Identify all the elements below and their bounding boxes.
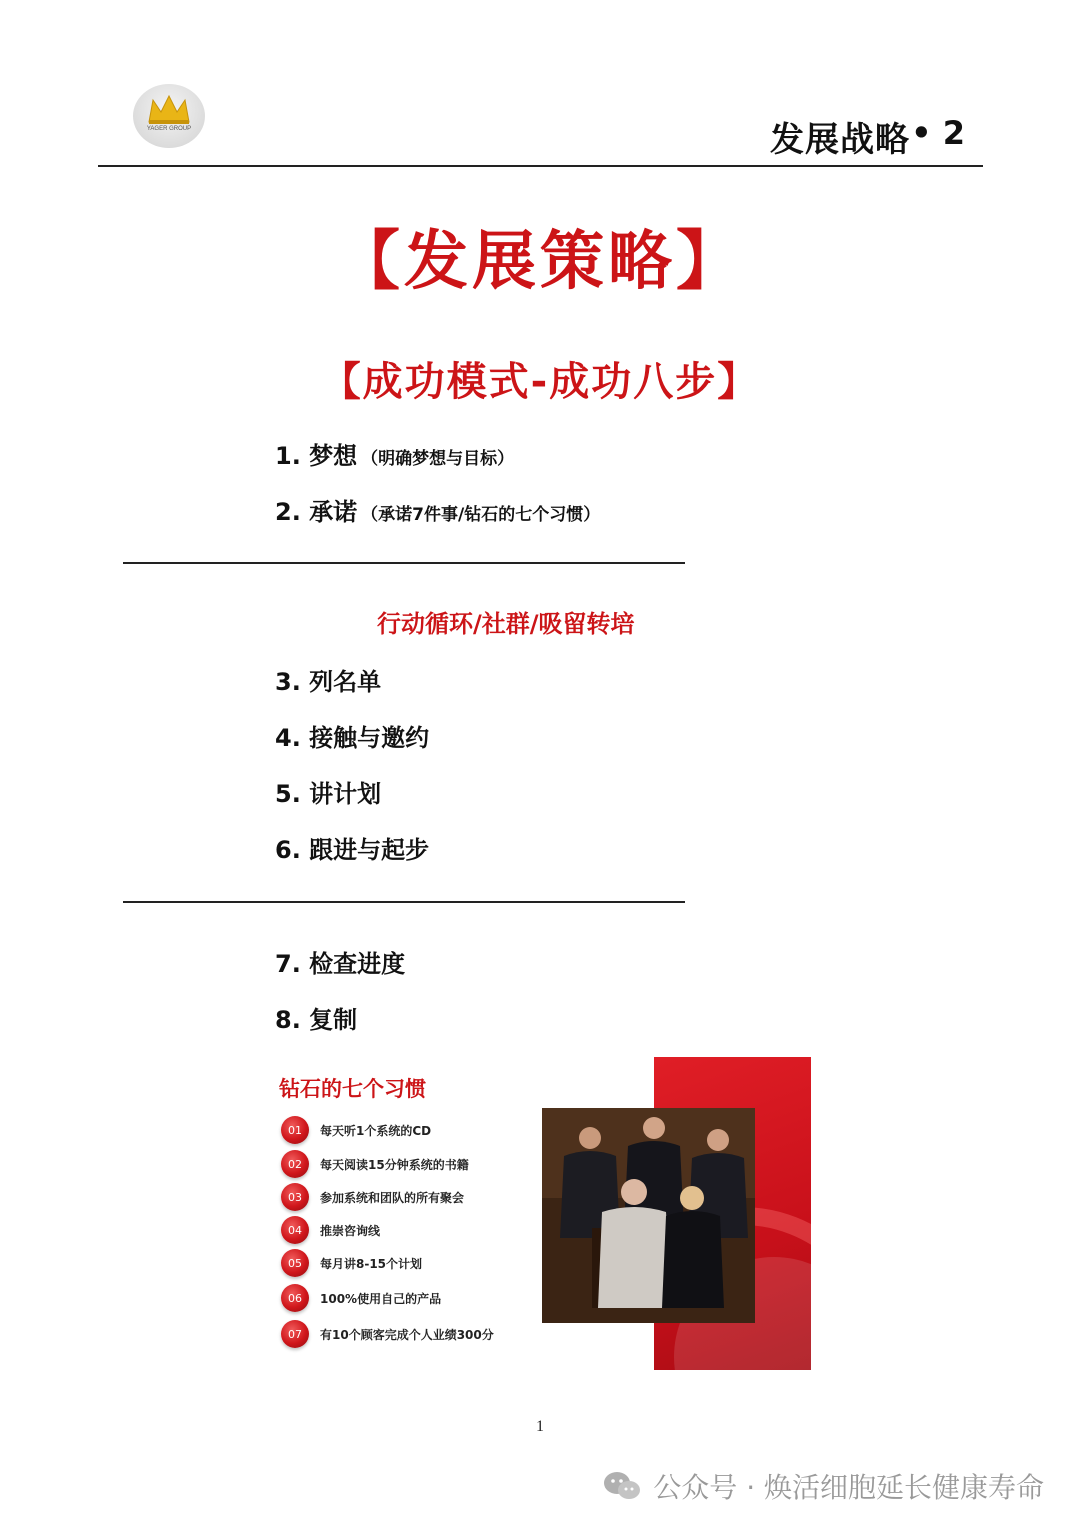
habit-text: 参加系统和团队的所有聚会 (320, 1190, 465, 1205)
step-label: 7. 检查进度 (275, 950, 406, 978)
step-note: （明确梦想与目标） (361, 449, 515, 469)
people-photo-illustration (542, 1108, 755, 1323)
page-number: 1 (536, 1418, 544, 1435)
step-item-5 (275, 774, 381, 809)
habit-text: 每月讲8-15个计划 (320, 1256, 423, 1271)
company-logo (133, 84, 205, 148)
habit-number-badge: 05 (281, 1249, 309, 1277)
cycle-heading: 行动循环/社群/吸留转培 (377, 610, 635, 638)
section-divider (123, 562, 685, 564)
habit-number-badge: 06 (281, 1284, 309, 1312)
habit-text: 每天阅读15分钟系统的书籍 (320, 1157, 469, 1172)
step-label: 8. 复制 (275, 1006, 358, 1034)
habit-text: 有10个顾客完成个人业绩300分 (320, 1327, 494, 1342)
page-title: 【发展策略】 (336, 225, 744, 299)
crown-icon (147, 92, 191, 126)
habit-number-badge: 04 (281, 1216, 309, 1244)
step-label: 2. 承诺 (275, 498, 358, 526)
habit-item (281, 1284, 441, 1312)
habit-item (281, 1150, 469, 1178)
section-title: 【成功模式-成功八步】 (320, 359, 760, 405)
step-note: （承诺7件事/钻石的七个习惯） (361, 505, 601, 525)
habit-number-badge: 01 (281, 1116, 309, 1144)
habit-number-badge: 07 (281, 1320, 309, 1348)
footer-watermark (603, 1466, 1044, 1506)
header-number: • 2 (911, 114, 965, 152)
logo-text: YAGER GROUP (146, 126, 192, 132)
habit-text: 每天听1个系统的CD (320, 1123, 432, 1138)
habit-item (281, 1249, 422, 1277)
habit-item (281, 1183, 464, 1211)
habit-item (281, 1320, 494, 1348)
habit-text: 100%使用自己的产品 (320, 1291, 442, 1306)
habit-item (281, 1216, 380, 1244)
wechat-icon (603, 1470, 641, 1502)
group-photo (542, 1108, 755, 1323)
step-item-3 (275, 662, 381, 697)
step-item-8 (275, 1000, 357, 1035)
habits-title: 钻石的七个习惯 (279, 1077, 426, 1101)
step-label: 3. 列名单 (275, 668, 382, 696)
habit-number-badge: 03 (281, 1183, 309, 1211)
header-title: 发展战略 (770, 120, 910, 160)
habit-item (281, 1116, 431, 1144)
step-item-6 (275, 830, 429, 865)
step-label: 1. 梦想 (275, 442, 358, 470)
habit-text: 推崇咨询线 (320, 1223, 381, 1238)
step-item-2 (275, 492, 600, 527)
step-item-7 (275, 944, 405, 979)
header-divider (98, 165, 983, 167)
section-divider (123, 901, 685, 903)
step-label: 6. 跟进与起步 (275, 836, 430, 864)
step-label: 5. 讲计划 (275, 780, 382, 808)
footer-text: 公众号 · 焕活细胞延长健康寿命 (653, 1471, 1044, 1504)
habit-number-badge: 02 (281, 1150, 309, 1178)
step-label: 4. 接触与邀约 (275, 724, 430, 752)
step-item-4 (275, 718, 429, 753)
step-item-1 (275, 436, 514, 471)
